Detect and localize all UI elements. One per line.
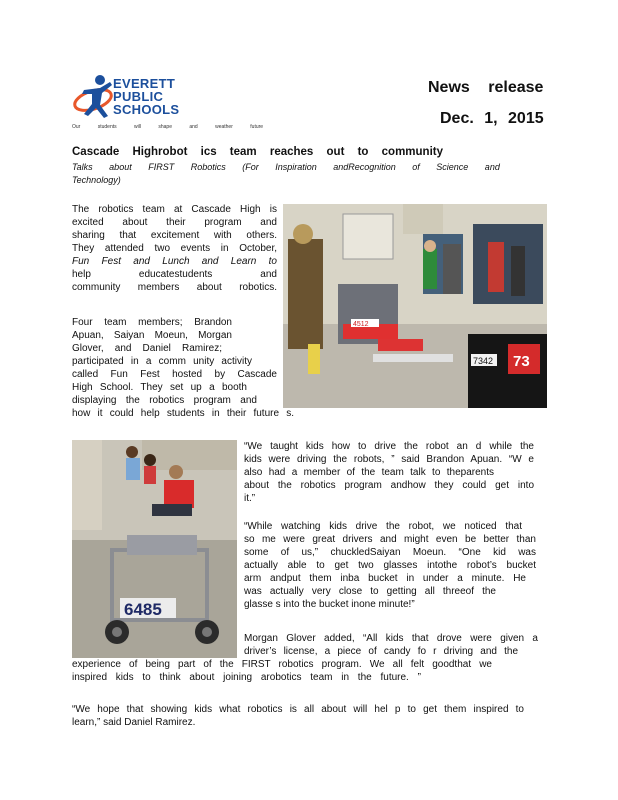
paragraph-line: Fun Fest and Lunch and Learn to xyxy=(72,256,277,267)
paragraph-line: driver’s license, a piece of candy fo r driving and the xyxy=(244,646,518,657)
paragraph-line: actually able to get two glasses intothe robot’s bucket xyxy=(244,560,536,571)
paragraph-line: experience of being part of the FIRST robotics program. We all felt goodthat we xyxy=(72,659,492,670)
paragraph-line: glasse s into the bucket inone minute!” xyxy=(244,599,415,610)
paragraph-line: “We hope that showing kids what robotics is all about will hel p to get them inspired to xyxy=(72,704,524,715)
district-name xyxy=(113,77,179,116)
paragraph-line: learn,” said Daniel Ramirez. xyxy=(72,717,196,728)
paragraph-line: The robotics team at Cascade High is xyxy=(72,204,277,215)
paragraph-line: some of us,” chuckledSaiyan Moeun. “One kid was xyxy=(244,547,536,558)
paragraph-line: “We taught kids how to drive the robot an d while the xyxy=(244,441,534,452)
district-name-line1: EVERETT xyxy=(113,76,176,91)
paragraph-6 xyxy=(72,703,538,729)
paragraph-line: how it could help students in their future s. xyxy=(72,408,294,419)
paragraph-line: Glover, and Daniel Ramirez; xyxy=(72,343,222,354)
paragraph-line: Four team members; Brandon xyxy=(72,317,232,328)
paragraph-4 xyxy=(244,520,536,611)
release-date: Dec. 1, 2015 xyxy=(440,110,544,127)
paragraph-line: excited about their program and xyxy=(72,217,277,228)
paragraph-line: displaying the robotics program and xyxy=(72,395,257,406)
robotics-booth-photo xyxy=(283,204,547,408)
paragraph-line: arm andput them inba bucket in under a minute. He xyxy=(244,573,526,584)
paragraph-line: it.” xyxy=(244,493,256,504)
district-tagline: Our students will shape and weather future xyxy=(72,124,264,130)
booth-number-text: 73 xyxy=(513,353,530,370)
paragraph-line: Morgan Glover added, “All kids that drove were given a xyxy=(244,633,538,644)
robot-number-2-text: 6485 xyxy=(124,600,162,619)
paragraph-line: inspired kids to think about joining arobotics team in the future. ” xyxy=(72,672,421,683)
robot-number-text: 4512 xyxy=(353,321,369,328)
paragraph-line: community members about robotics. xyxy=(72,282,277,293)
news-release-label: News release xyxy=(428,79,544,96)
paragraph-5 xyxy=(72,632,538,684)
paragraph-line: called Fun Fest hosted by Cascade xyxy=(72,369,277,380)
paragraph-2 xyxy=(72,316,292,420)
paragraph-line: help educatestudents and xyxy=(72,269,277,280)
paragraph-line: They attended two events in October, xyxy=(72,243,277,254)
paragraph-line: kids were driving the robots, ” said Brandon Apuan. “W e xyxy=(244,454,534,465)
paragraph-line: Apuan, Saiyan Moeun, Morgan xyxy=(72,330,232,341)
article-headline: Cascade Highrobot ics team reaches out to community xyxy=(72,146,443,158)
paragraph-line: was actually very close to getting all threeof the xyxy=(244,586,496,597)
district-name-line2: PUBLIC xyxy=(113,89,164,104)
booth-sign-text: 7342 xyxy=(473,356,494,366)
paragraph-line: sharing that excitement with others. xyxy=(72,230,277,241)
paragraph-3 xyxy=(244,440,534,505)
paragraph-line: participated in a comm unity activity xyxy=(72,356,252,367)
paragraph-line: so me were great drivers and might even be better than xyxy=(244,534,536,545)
robot-demo-photo xyxy=(72,440,237,658)
logo-figure-icon xyxy=(70,72,115,122)
district-name-line3: SCHOOLS xyxy=(113,102,180,117)
paragraph-1 xyxy=(72,203,277,294)
paragraph-line: also had a member of the team talk to theparents xyxy=(244,467,494,478)
paragraph-line: High School. They set up a booth xyxy=(72,382,247,393)
paragraph-line: “While watching kids drive the robot, we noticed that xyxy=(244,521,522,532)
paragraph-line: about the robotics program andhow they could get into xyxy=(244,480,534,491)
article-subhead: Talks about FIRST Robotics (For Inspiration andRecognition of Science and Technology) xyxy=(72,162,500,185)
